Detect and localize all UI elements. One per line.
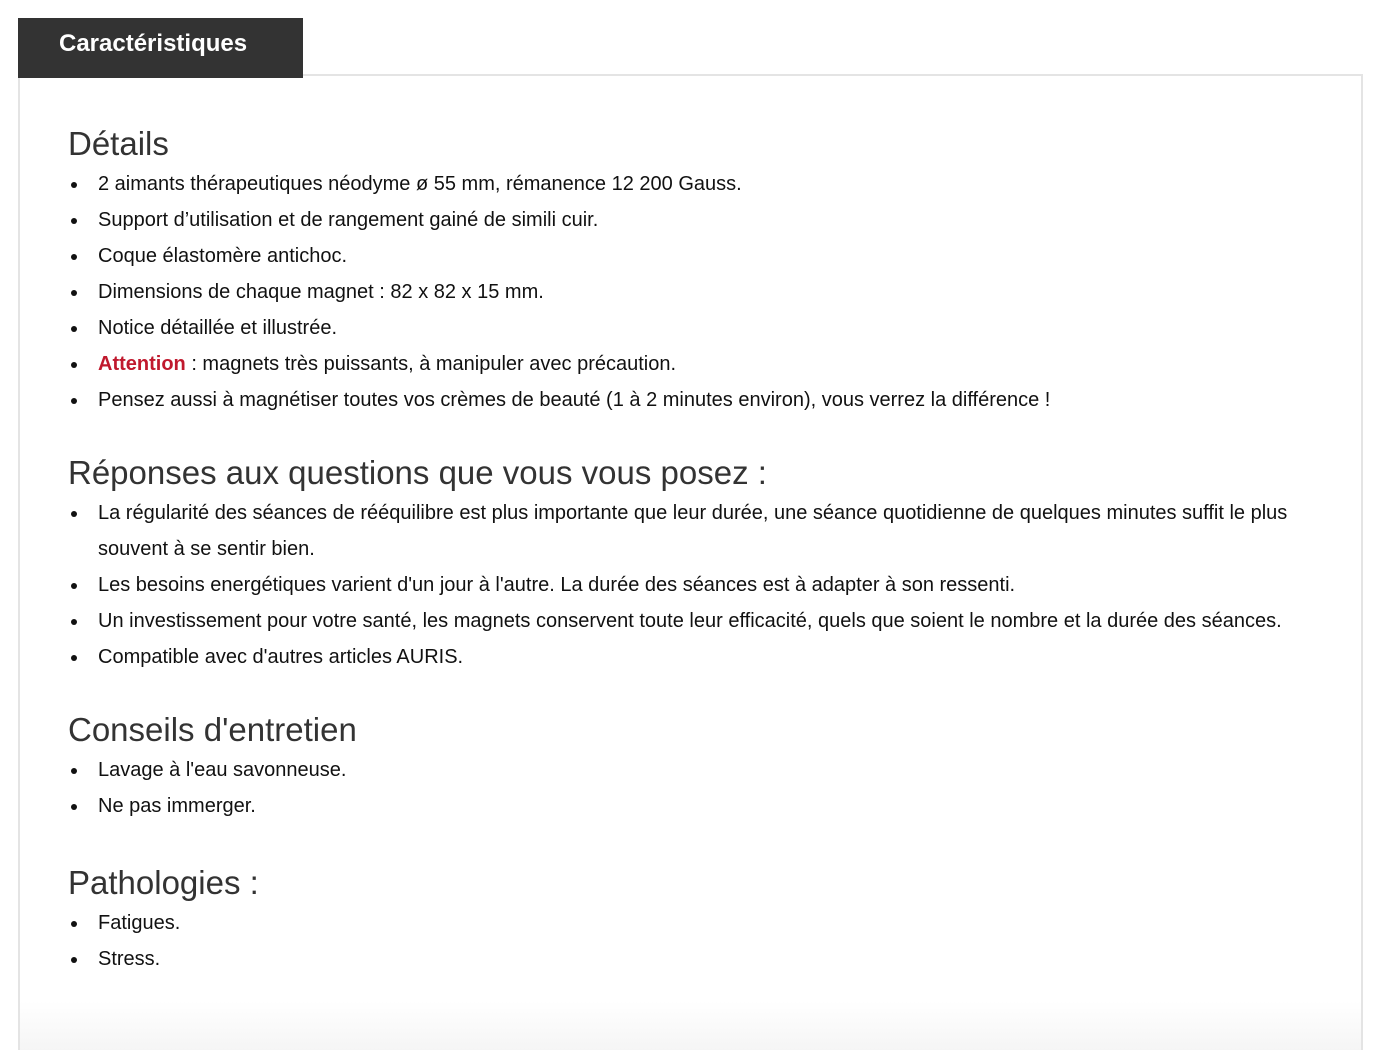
section-title-entretien: Conseils d'entretien	[68, 711, 357, 748]
panel-content	[68, 122, 1318, 977]
list-item: Lavage à l'eau savonneuse.	[68, 752, 1318, 788]
attention-label: Attention	[98, 353, 186, 375]
responses-list	[68, 495, 1318, 675]
list-item: Ne pas immerger.	[68, 788, 1318, 824]
list-item: Compatible avec d'autres articles AURIS.	[68, 639, 1318, 675]
attention-text: : magnets très puissants, à manipuler avec précaution.	[185, 353, 677, 375]
list-item: Fatigues.	[68, 905, 1318, 941]
list-item: 2 aimants thérapeutiques néodyme ø 55 mm, rémanence 12 200 Gauss.	[68, 166, 1318, 202]
list-item: Pensez aussi à magnétiser toutes vos crèmes de beauté (1 à 2 minutes environ), vous verrez la différence !	[68, 382, 1318, 418]
list-item: La régularité des séances de rééquilibre est plus importante que leur durée, une séance quotidienne de quelques minutes suffit le plus souvent à se sentir bien.	[68, 495, 1318, 567]
list-item: Notice détaillée et illustrée.	[68, 310, 1318, 346]
characteristics-panel	[18, 74, 1363, 1050]
tab-caracteristiques[interactable]: Caractéristiques	[18, 18, 303, 78]
list-item: Coque élastomère antichoc.	[68, 238, 1318, 274]
section-title-details: Détails	[68, 125, 169, 162]
list-item: Les besoins energétiques varient d'un jour à l'autre. La durée des séances est à adapter à son ressenti.	[68, 567, 1318, 603]
list-item: Support d’utilisation et de rangement gainé de simili cuir.	[68, 202, 1318, 238]
pathologies-list	[68, 905, 1318, 977]
list-item: Un investissement pour votre santé, les magnets conservent toute leur efficacité, quels que soient le nombre et la durée des séances.	[68, 603, 1318, 639]
section-title-responses: Réponses aux questions que vous vous posez :	[68, 454, 767, 491]
section-responses	[68, 451, 1318, 675]
details-list	[68, 166, 1318, 418]
section-entretien	[68, 708, 1318, 824]
entretien-list	[68, 752, 1318, 824]
section-pathologies	[68, 861, 1318, 977]
section-title-pathologies: Pathologies :	[68, 864, 259, 901]
list-item: Stress.	[68, 941, 1318, 977]
section-details	[68, 122, 1318, 418]
list-item: Dimensions de chaque magnet : 82 x 82 x 15 mm.	[68, 274, 1318, 310]
list-item-attention	[68, 346, 1318, 382]
